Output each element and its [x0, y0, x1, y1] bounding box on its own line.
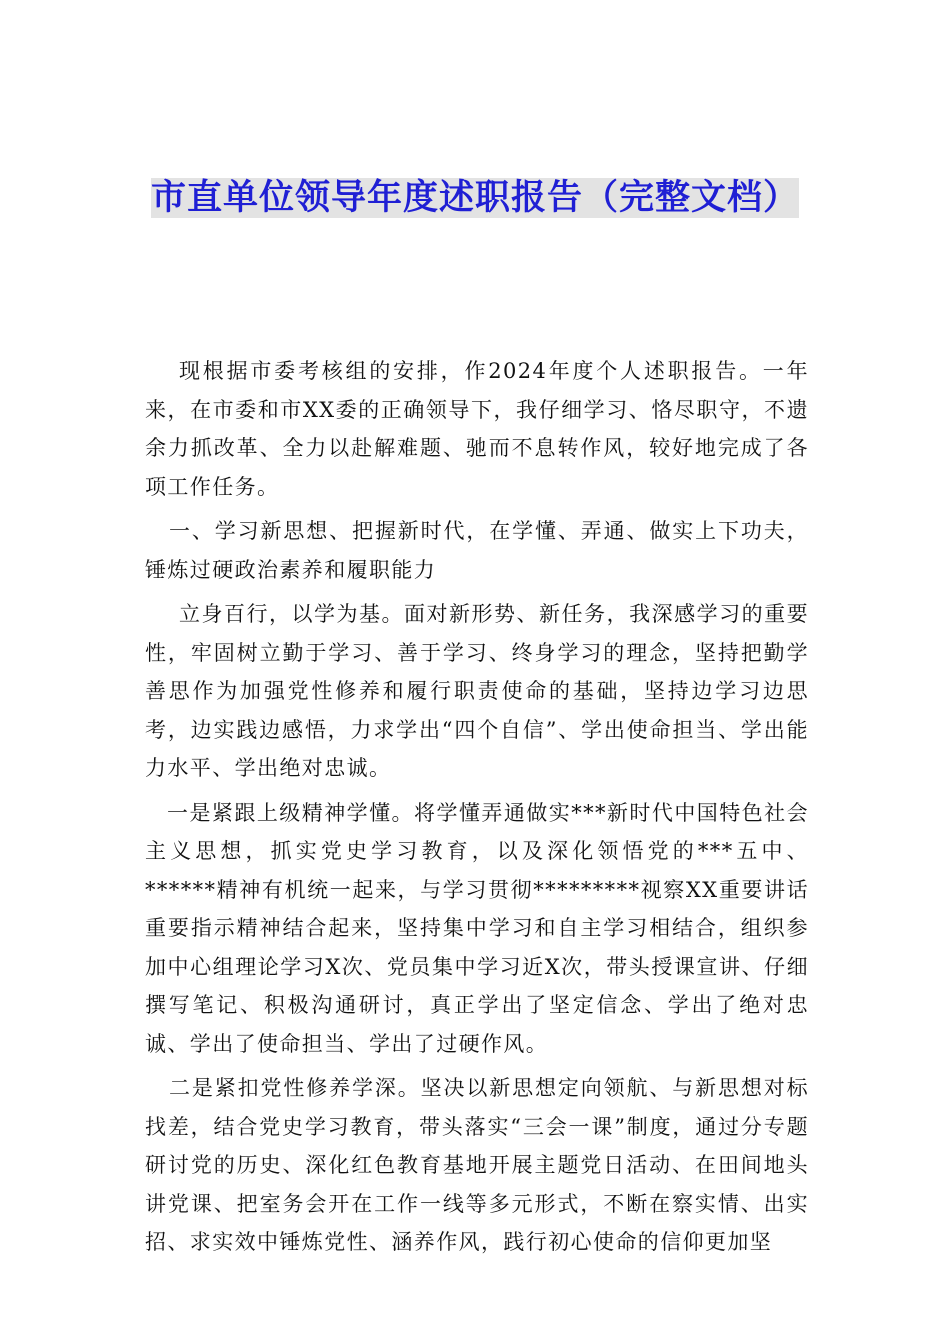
document-body [145, 352, 809, 1268]
title-block [150, 172, 800, 224]
point-1-paragraph: 一是紧跟上级精神学懂。将学懂弄通做实***新时代中国特色社会主义思想，抓实党史学习教育，以及深化领悟党的***五中、******精神有机统一起来，与学习贯彻*********视察XX重要讲话重要指示精神结合起来，坚持集中学习和自主学习相结合，组织参加中心组理论学习X次、党员集中学习近X次，带头授课宣讲、仔细撰写笔记、积极沟通研讨，真正学出了坚定信念、学出了绝对忠诚、学出了使命担当、学出了过硬作风。 [145, 800, 809, 1056]
intro-paragraph: 现根据市委考核组的安排，作2024年度个人述职报告。一年来，在市委和市XX委的正确领导下，我仔细学习、恪尽职守，不遗余力抓改革、全力以赴解难题、驰而不息转作风，较好地完成了各项工作任务。 [145, 359, 809, 499]
document-title: 市直单位领导年度述职报告（完整文档） [150, 178, 799, 218]
point-2-paragraph: 二是紧扣党性修养学深。坚决以新思想定向领航、与新思想对标找差，结合党史学习教育，带头落实“三会一课”制度，通过分专题研讨党的历史、深化红色教育基地开展主题党日活动、在田间地头讲党课、把室务会开在工作一线等多元形式，不断在察实情、出实招、求实效中锤炼党性、涵养作风，践行初心使命的信仰更加坚 [145, 1076, 809, 1254]
section-heading-1: 一、学习新思想、把握新时代，在学懂、弄通、做实上下功夫，锤炼过硬政治素养和履职能力 [145, 519, 809, 582]
section-1-paragraph: 立身百行，以学为基。面对新形势、新任务，我深感学习的重要性，牢固树立勤于学习、善于学习、终身学习的理念，坚持把勤学善思作为加强党性修养和履行职责使命的基础，坚持边学习边思考，边实践边感悟，力求学出“四个自信”、学出使命担当、学出能力水平、学出绝对忠诚。 [145, 602, 809, 780]
